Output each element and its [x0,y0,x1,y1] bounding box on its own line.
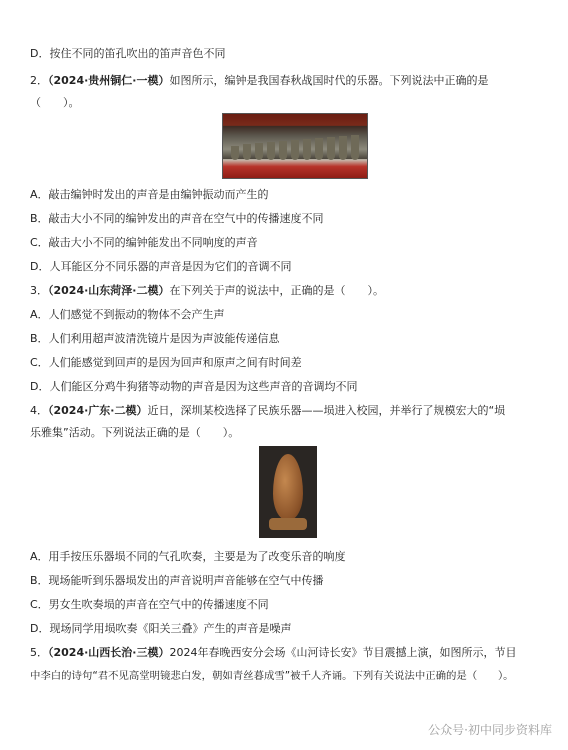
q2-option-b: B．敲击大小不同的编钟发出的声音在空气中的传播速度不同 [30,212,324,225]
question-text: 如图所示，编钟是我国春秋战国时代的乐器。下列说法中正确的是 [169,74,489,87]
q4-option-a: A．用手按压乐器埙不同的气孔吹奏，主要是为了改变乐音的响度 [30,550,346,563]
question-source: （2024·山东菏泽·二模） [48,284,170,297]
q1-option-d: D．按住不同的笛孔吹出的笛声音色不同 [30,47,226,60]
q3-option-d: D．人们能区分鸡牛狗猪等动物的声音是因为这些声音的音调均不同 [30,380,358,393]
question-source: （2024·山西长治·三模） [48,646,170,659]
q4-option-c: C．男女生吹奏埙的声音在空气中的传播速度不同 [30,598,269,611]
question-number: 2． [30,74,48,87]
question-number: 5． [30,646,48,659]
question-4-stem-cont: 乐雅集”活动。下列说法正确的是（ ）。 [30,426,240,439]
q2-option-a: A．敲击编钟时发出的声音是由编钟振动而产生的 [30,188,269,201]
question-4-stem [30,402,568,418]
question-source: （2024·贵州铜仁·一模） [48,74,170,87]
q4-option-b: B．现场能听到乐器埙发出的声音说明声音能够在空气中传播 [30,574,324,587]
question-number: 3． [30,284,48,297]
q3-option-c: C．人们能感觉到回声的是因为回声和原声之间有时间差 [30,356,302,369]
question-2-stem [30,72,568,88]
question-source: （2024·广东·二模） [48,404,148,417]
question-5-stem [30,644,568,660]
q3-option-a: A．人们感觉不到振动的物体不会产生声 [30,308,225,321]
question-text: 近日，深圳某校选择了民族乐器——埙进入校园，并举行了规模宏大的“埙 [147,404,506,417]
question-text: 2024年春晚西安分会场《山河诗长安》节目震撼上演，如图所示，节目 [169,646,517,659]
question-5-stem-cont: 中李白的诗句“君不见高堂明镜悲白发，朝如青丝暮成雪”被千人齐诵。下列有关说法中正确的是（ ）。 [30,670,514,682]
q2-option-c: C．敲击大小不同的编钟能发出不同响度的声音 [30,236,258,249]
question-3-stem [30,282,568,298]
bianzhong-image [222,113,368,179]
question-text: 在下列关于声的说法中，正确的是（ ）。 [169,284,384,297]
q3-option-b: B．人们利用超声波清洗镜片是因为声波能传递信息 [30,332,280,345]
q4-option-d: D．现场同学用埙吹奏《阳关三叠》产生的声音是噪声 [30,622,292,635]
question-2-stem-cont: （ ）。 [30,96,80,109]
xun-image [259,446,317,538]
q2-option-d: D．人耳能区分不同乐器的声音是因为它们的音调不同 [30,260,292,273]
watermark: 公众号·初中同步资料库 [428,723,552,737]
question-number: 4． [30,404,48,417]
